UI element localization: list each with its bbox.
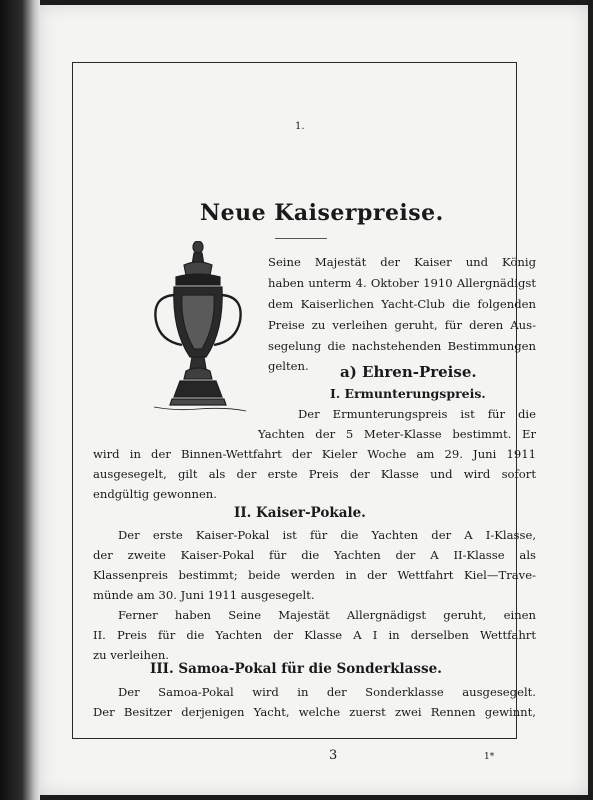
intro-line: haben unterm 4. Oktober 1910 Allergnädigst	[268, 276, 536, 290]
section-3-line: Der Samoa-Pokal wird in der Sonderklasse ausgesegelt.	[118, 685, 536, 699]
chapter-number: 1.	[295, 121, 305, 132]
section-2-heading: II. Kaiser-Pokale.	[234, 505, 366, 521]
intro-line: dem Kaiserlichen Yacht-Club die folgenden	[268, 297, 536, 311]
section-a-heading: a) Ehren-Preise.	[340, 363, 477, 381]
intro-line: segelung die nachstehenden Bestimmungen	[268, 339, 536, 353]
section-2-line: Ferner haben Seine Majestät Allergnädigst geruht, einen	[118, 608, 536, 622]
section-3-heading: III. Samoa-Pokal für die Sonderklasse.	[150, 661, 442, 677]
section-2-line: Klassenpreis bestimmt; beide werden in der Wettfahrt Kiel—Trave-	[93, 568, 536, 582]
section-1-line: endgültig gewonnen.	[93, 487, 217, 501]
section-1-line: Yachten der 5 Meter-Klasse bestimmt. Er	[258, 427, 536, 441]
section-1-line: Der Ermunterungspreis ist für die	[298, 407, 536, 421]
title-divider	[275, 238, 327, 239]
section-3-line: Der Besitzer derjenigen Yacht, welche zuerst zwei Rennen gewinnt,	[93, 705, 536, 719]
book-page	[40, 5, 588, 795]
page-title: Neue Kaiserpreise.	[200, 200, 444, 226]
intro-line: Preise zu verleihen geruht, für deren Aus-	[268, 318, 536, 332]
trophy-cup-illustration	[146, 241, 254, 416]
intro-line: Seine Majestät der Kaiser und König	[268, 255, 536, 269]
section-2-line: Der erste Kaiser-Pokal ist für die Yachten der A I-Klasse,	[118, 528, 536, 542]
section-2-line: II. Preis für die Yachten der Klasse A I in derselben Wettfahrt	[93, 628, 536, 642]
intro-line: gelten.	[268, 359, 309, 373]
signature-mark: 1*	[484, 752, 495, 762]
section-2-line: zu verleihen.	[93, 648, 169, 662]
book-spine-shadow	[0, 0, 40, 800]
section-2-line: münde am 30. Juni 1911 ausgesegelt.	[93, 588, 315, 602]
section-1-line: wird in der Binnen-Wettfahrt der Kieler Woche am 29. Juni 1911	[93, 447, 536, 461]
page-number: 3	[329, 748, 338, 763]
section-2-line: der zweite Kaiser-Pokal für die Yachten der A II-Klasse als	[93, 548, 536, 562]
section-1-line: ausgesegelt, gilt als der erste Preis der Klasse und wird sofort	[93, 467, 536, 481]
section-1-heading: I. Ermunterungspreis.	[330, 386, 486, 401]
